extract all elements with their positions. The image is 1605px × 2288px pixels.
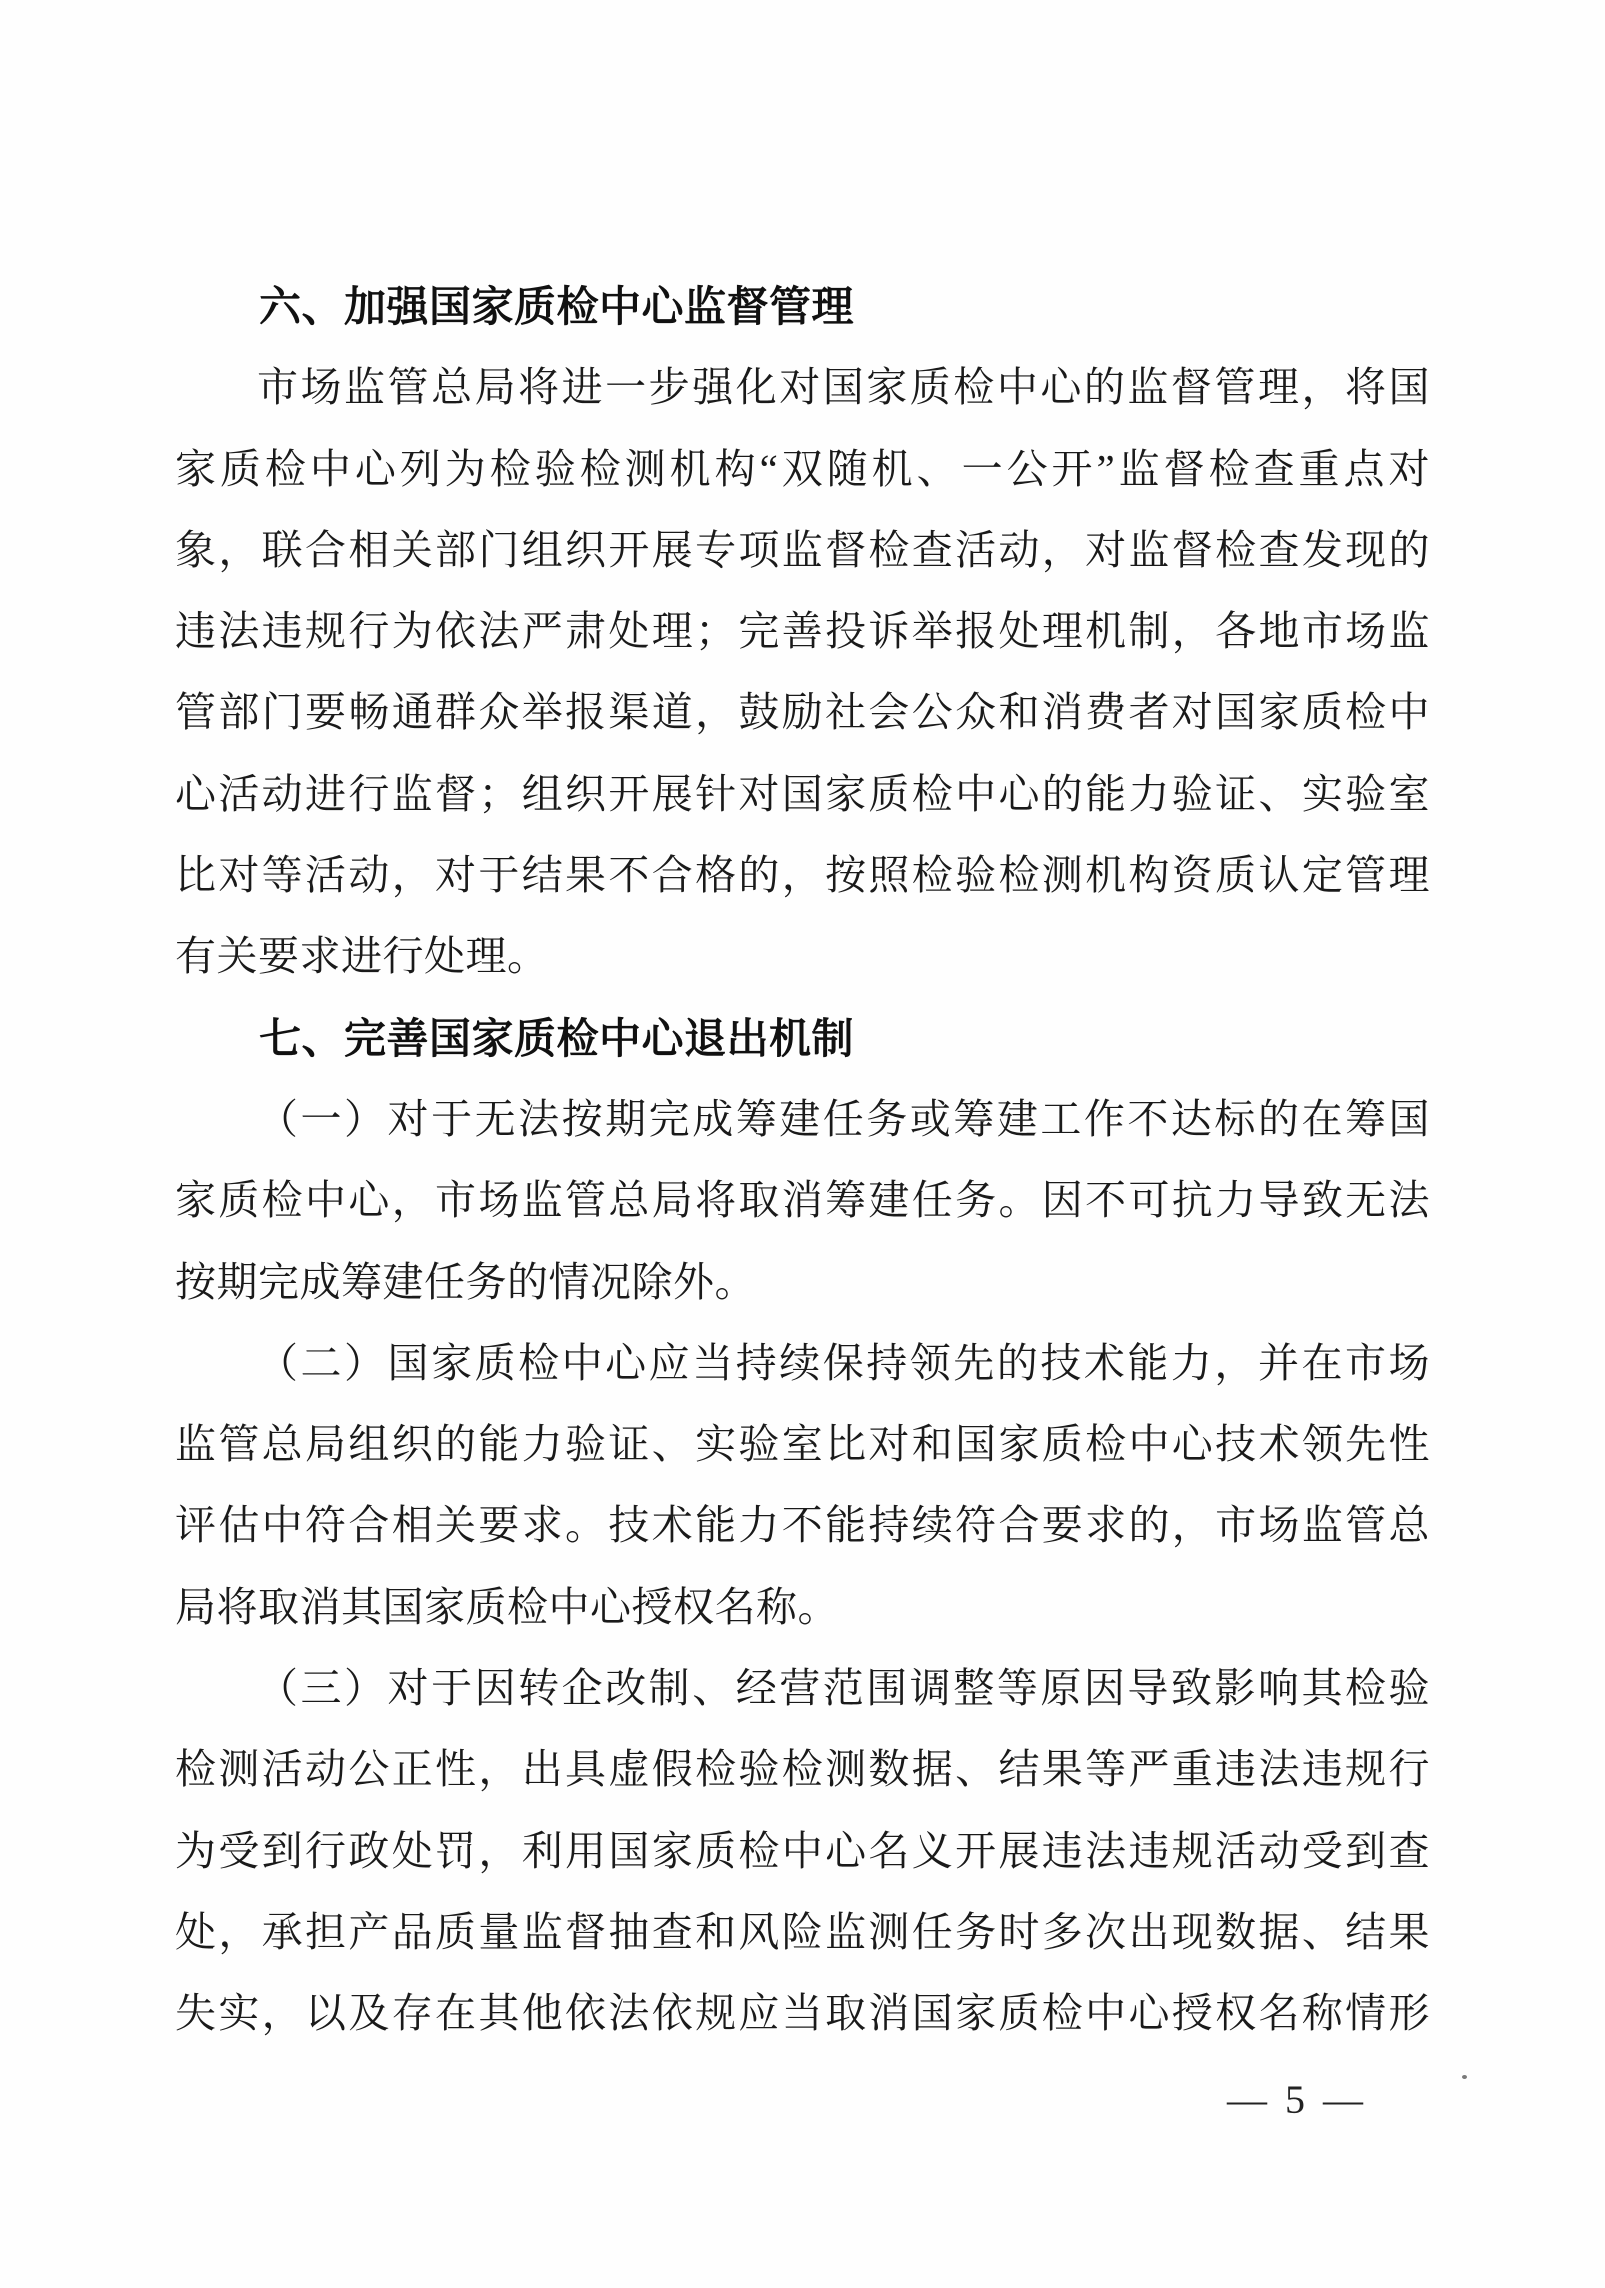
body-line: 市场监管总局将进一步强化对国家质检中心的监督管理，将国 bbox=[257, 364, 1430, 411]
body-line: 象，联合相关部门组织开展专项监督检查活动，对监督检查发现的 bbox=[175, 526, 1430, 573]
body-line: （一）对于无法按期完成筹建任务或筹建工作不达标的在筹国 bbox=[257, 1095, 1430, 1142]
body-line: 评估中符合相关要求。技术能力不能持续符合要求的，市场监管总 bbox=[175, 1502, 1430, 1549]
body-line: 为受到行政处罚，利用国家质检中心名义开展违法违规活动受到查 bbox=[175, 1827, 1430, 1874]
body-line: 比对等活动，对于结果不合格的，按照检验检测机构资质认定管理 bbox=[175, 852, 1430, 899]
body-line: 监管总局组织的能力验证、实验室比对和国家质检中心技术领先性 bbox=[175, 1421, 1430, 1468]
body-line: 按期完成筹建任务的情况除外。 bbox=[175, 1258, 756, 1305]
scan-artifact-dot bbox=[1462, 2075, 1467, 2079]
body-line: 有关要求进行处理。 bbox=[175, 933, 549, 980]
document-body bbox=[175, 266, 1430, 2055]
body-line: 管部门要畅通群众举报渠道，鼓励社会公众和消费者对国家质检中 bbox=[175, 689, 1430, 736]
section-heading-7: 七、完善国家质检中心退出机制 bbox=[259, 1014, 855, 1062]
body-line: 心活动进行监督；组织开展针对国家质检中心的能力验证、实验室 bbox=[175, 770, 1430, 817]
page-number: — 5 — bbox=[1227, 2077, 1367, 2122]
section-heading-6: 六、加强国家质检中心监督管理 bbox=[259, 283, 855, 330]
body-line: （三）对于因转企改制、经营范围调整等原因导致影响其检验 bbox=[257, 1665, 1430, 1712]
body-line: 家质检中心列为检验检测机构“双随机、一公开”监督检查重点对 bbox=[175, 445, 1430, 492]
body-line: （二）国家质检中心应当持续保持领先的技术能力，并在市场 bbox=[257, 1339, 1430, 1386]
body-line: 局将取消其国家质检中心授权名称。 bbox=[175, 1583, 839, 1630]
body-line: 违法违规行为依法严肃处理；完善投诉举报处理机制，各地市场监 bbox=[175, 608, 1430, 655]
body-line: 家质检中心，市场监管总局将取消筹建任务。因不可抗力导致无法 bbox=[175, 1177, 1430, 1224]
body-line: 失实，以及存在其他依法依规应当取消国家质检中心授权名称情形 bbox=[175, 1990, 1430, 2037]
body-line: 处，承担产品质量监督抽查和风险监测任务时多次出现数据、结果 bbox=[175, 1908, 1430, 1955]
body-line: 检测活动公正性，出具虚假检验检测数据、结果等严重违法违规行 bbox=[175, 1746, 1430, 1793]
